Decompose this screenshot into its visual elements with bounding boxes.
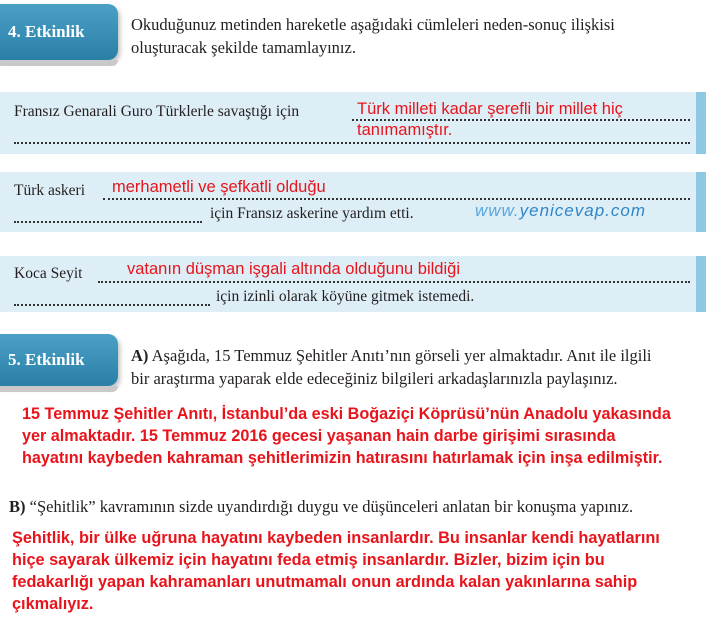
part-b-answer-line: çıkmalıyız. (12, 595, 94, 613)
part-a-question-line-1: Aşağıda, 15 Temmuz Şehitler Anıtı’nın görseli yer almaktadır. Anıt ile ilgili (148, 346, 652, 365)
item-1-answer-line-1: Türk milleti kadar şerefli bir millet hiç (357, 100, 623, 118)
watermark-site: yenicevap.com (519, 201, 647, 220)
instruction-line-2: oluşturacak şekilde tamamlayınız. (131, 38, 356, 57)
item-1-answer-line-2: tanımamıştır. (357, 121, 453, 139)
part-b-marker: B) (9, 497, 26, 516)
item-2-prompt: Türk askeri (14, 182, 86, 199)
activity-4-badge (0, 4, 118, 60)
strip-tab (696, 92, 706, 154)
part-b-answer-line: fedakarlığı yapan kahramanları unutmamalı onun ardında kalan yakınlarına sahip (12, 573, 638, 591)
badge-shadow (0, 386, 118, 392)
part-b-answer-line: Şehitlik, bir ülke uğruna hayatını kaybeden insanlardır. Bu insanlar kendi hayatlarını (12, 529, 660, 547)
strip-tab (696, 172, 706, 232)
badge-shadow (0, 60, 118, 66)
item-3-prompt: Koca Seyit (14, 265, 83, 282)
item-3-answer: vatanın düşman işgali altında olduğunu bildiği (127, 260, 460, 278)
activity-4-instruction (131, 13, 615, 59)
item-2-blank-1 (103, 198, 690, 200)
part-a-answer (22, 403, 671, 469)
activity-5-part-b-question (9, 497, 633, 517)
part-b-answer-line: hiçe sayarak ülkemiz için hayatını feda etmiş insanlardır. Bizler, bizim için bu (12, 551, 605, 569)
activity-5-label: 5. Etkinlik (8, 350, 85, 369)
part-b-question: “Şehitlik” kavramının sizde uyandırdığı duygu ve düşünceleri anlatan bir konuşma yapınız. (25, 497, 634, 516)
part-a-answer-line: 15 Temmuz Şehitler Anıtı, İstanbul’da eski Boğaziçi Köprüsü’nün Anadolu yakasında (22, 405, 671, 423)
part-b-answer (12, 527, 660, 615)
item-3-suffix: için izinli olarak köyüne gitmek istemedi. (216, 288, 475, 305)
item-1-prompt: Fransız Genarali Guro Türklerle savaştığı için (14, 103, 300, 120)
item-2-suffix: için Fransız askerine yardım etti. (210, 205, 414, 222)
part-a-answer-line: yer almaktadır. 15 Temmuz 2016 gecesi yaşanan hain darbe girişimi sırasında (22, 427, 616, 445)
activity-4-label: 4. Etkinlik (8, 22, 85, 41)
item-3-blank-1 (98, 281, 690, 283)
item-1-blank-2 (14, 142, 690, 144)
watermark (475, 201, 646, 221)
activity-5-part-a-question (131, 344, 652, 390)
part-a-question-line-2: bir araştırma yaparak elde edeceğiniz bilgileri arkadaşlarınızla paylaşınız. (131, 369, 618, 388)
item-2-answer: merhametli ve şefkatli olduğu (112, 178, 326, 196)
part-a-marker: A) (131, 346, 149, 365)
activity-5-badge (0, 334, 118, 386)
strip-tab (696, 256, 706, 312)
item-2-blank-2 (14, 221, 202, 223)
part-a-answer-line: hayatını kaybeden kahraman şehitlerimizin hatırasını hatırlamak için inşa edilmiştir. (22, 449, 663, 467)
instruction-line-1: Okuduğunuz metinden hareketle aşağıdaki cümleleri neden-sonuç ilişkisi (131, 15, 615, 34)
item-3-blank-2 (14, 304, 210, 306)
watermark-prefix: www. (475, 201, 520, 220)
